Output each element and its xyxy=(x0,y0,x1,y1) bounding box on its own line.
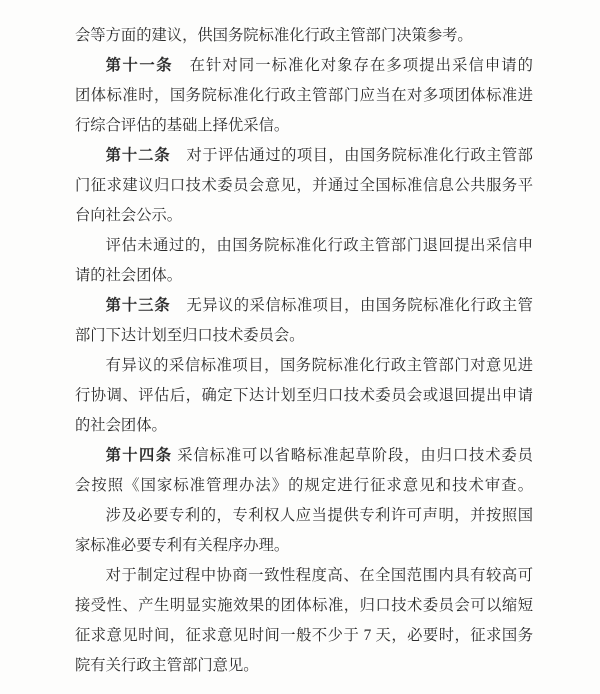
text-line: 会按照《国家标准管理办法》的规定进行征求意见和技术审查。 xyxy=(75,477,533,494)
text-line: 对于制定过程中协商一致性程度高、在全国范围内具有较高可 xyxy=(105,567,533,584)
text-line: 第十二条 对于评估通过的项目，由国务院标准化行政主管部 xyxy=(105,147,533,164)
article-number: 第十三条 xyxy=(105,297,171,314)
article-number: 第十二条 xyxy=(105,147,171,164)
text-line: 第十一条 在针对同一标准化对象存在多项提出采信申请的 xyxy=(105,57,533,74)
text-line: 评估未通过的，由国务院标准化行政主管部门退回提出采信申 xyxy=(105,237,533,254)
text-column xyxy=(75,0,533,681)
text-line: 院有关行政主管部门意见。 xyxy=(75,657,259,674)
text-line: 家标准必要专利有关程序办理。 xyxy=(75,537,290,554)
text-line: 行协调、评估后，确定下达计划至归口技术委员会或退回提出申请 xyxy=(75,387,533,404)
text-line: 请的社会团体。 xyxy=(75,267,183,284)
text-line: 门征求建议归口技术委员会意见，并通过全国标准信息公共服务平 xyxy=(75,177,533,194)
text-line: 部门下达计划至归口技术委员会。 xyxy=(75,327,305,344)
text-line: 的社会团体。 xyxy=(75,417,167,434)
text-line: 征求意见时间，征求意见时间一般不少于 7 天，必要时，征求国务 xyxy=(75,627,533,644)
article-number: 第十一条 xyxy=(105,57,174,74)
text-line: 行综合评估的基础上择优采信。 xyxy=(75,117,290,134)
text-line: 涉及必要专利的，专利权人应当提供专利许可声明，并按照国 xyxy=(105,507,533,524)
text-line: 第十三条 无异议的采信标准项目，由国务院标准化行政主管 xyxy=(105,297,533,314)
text-line: 接受性、产生明显实施效果的团体标准，归口技术委员会可以缩短 xyxy=(75,597,533,614)
text-line: 团体标准时，国务院标准化行政主管部门应当在对多项团体标准进 xyxy=(75,87,533,104)
article-number: 第十四条 xyxy=(105,447,173,464)
text-line: 第十四条 采信标准可以省略标准起草阶段，由归口技术委员 xyxy=(105,447,533,464)
text-line: 有异议的采信标准项目，国务院标准化行政主管部门对意见进 xyxy=(105,357,533,374)
text-line: 会等方面的建议，供国务院标准化行政主管部门决策参考。 xyxy=(75,27,473,44)
text-line: 台向社会公示。 xyxy=(75,207,183,224)
